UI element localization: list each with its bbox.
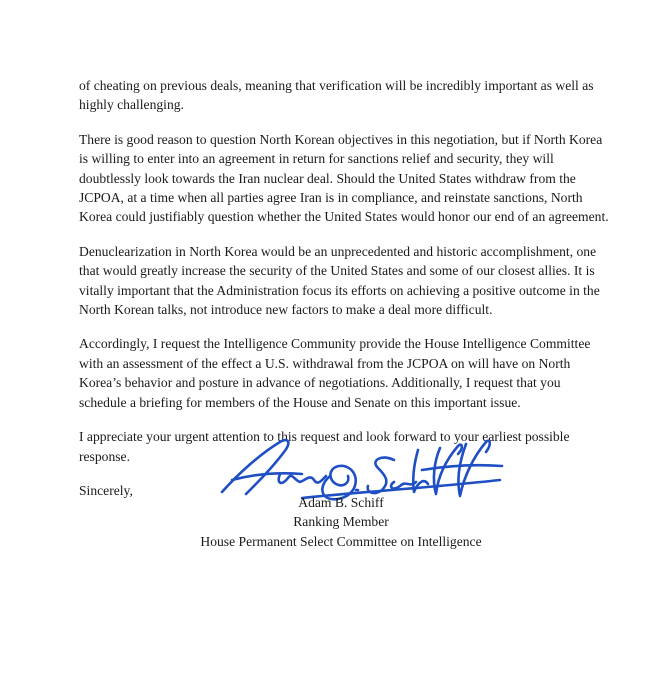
text-line: There is good reason to question North Korean objectives in this negotiation, but if North Korea <box>79 131 603 147</box>
text-line: that would greatly increase the security of the United States and some of our closest allies. It is <box>79 263 595 279</box>
text-line: vitally important that the Administration focus its efforts on achieving a positive outcome in the <box>79 282 600 298</box>
text-line: response. <box>79 448 130 464</box>
text-line: doubtlessly look towards the Iran nuclear deal. Should the United States withdraw from the <box>79 170 576 186</box>
signature-block <box>196 493 486 551</box>
text-line: of cheating on previous deals, meaning that verification will be incredibly important as well as <box>79 78 594 93</box>
text-line: Korea’s behavior and posture in advance of negotiations. Additionally, I request that you <box>79 375 561 391</box>
text-line: JCPOA, at a time when all parties agree Iran is in compliance, and reinstate sanctions, North <box>79 190 583 206</box>
text-line: Accordingly, I request the Intelligence Community provide the House Intelligence Committee <box>79 336 591 352</box>
signature-strokes <box>222 440 502 499</box>
text-line: schedule a briefing for members of the House and Senate on this important issue. <box>79 394 521 410</box>
signer-name: Adam B. Schiff <box>298 495 384 510</box>
signature-stroke <box>222 440 288 494</box>
text-line: Denuclearization in North Korea would be an unprecedented and historic accomplishment, one <box>79 243 597 259</box>
text-line: Korea could justifiably question whether the United States would honor our end of an agreement. <box>79 209 609 225</box>
text-line: North Korean talks, not introduce new factors to make a deal more difficult. <box>79 302 493 318</box>
text-line: is willing to enter into an agreement in return for sanctions relief and security, they will <box>79 151 554 167</box>
text-line: I appreciate your urgent attention to this request and look forward to your earliest possible <box>79 429 570 445</box>
signature-stroke <box>458 441 489 496</box>
text-line: highly challenging. <box>79 97 184 113</box>
paragraph-verification <box>79 76 619 115</box>
paragraph-north-korea-objectives <box>79 130 619 227</box>
signer-committee: House Permanent Select Committee on Intelligence <box>200 533 482 549</box>
closing-text: Sincerely, <box>79 482 133 498</box>
signer-title: Ranking Member <box>293 514 389 530</box>
signature-stroke <box>413 450 428 492</box>
paragraph-denuclearization <box>79 242 619 320</box>
signature-stroke <box>368 458 394 493</box>
text-line: with an assessment of the effect a U.S. withdrawal from the JCPOA on will have on North <box>79 355 571 371</box>
paragraph-request <box>79 334 619 412</box>
signature-stroke <box>279 474 326 483</box>
